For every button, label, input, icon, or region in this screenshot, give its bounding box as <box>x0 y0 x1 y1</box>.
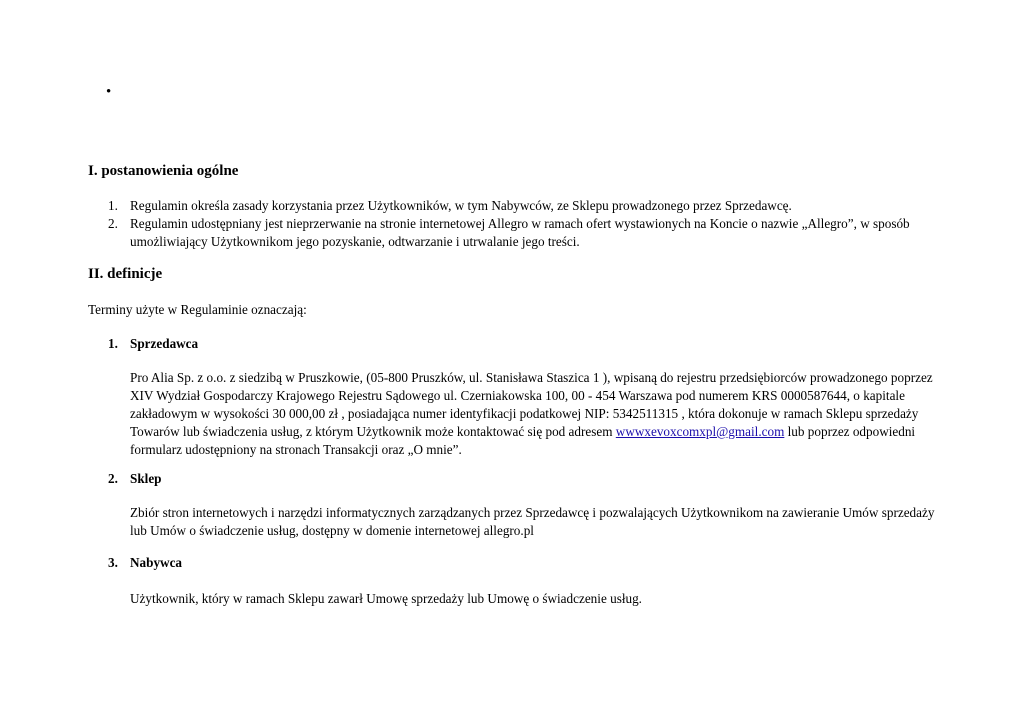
list-item-text: Regulamin udostępniany jest nieprzerwanie na stronie internetowej Allegro w ramach ofert wystawionych na Koncie o nazwie „Allegro”, w sposób umożliwiający Użytkownikom jego pozyskanie, odtwarzanie i utrwalanie jego treści. <box>130 216 910 249</box>
list-item-number: 1. <box>108 198 118 213</box>
general-provisions-list <box>108 197 968 251</box>
definition-number: 1. <box>108 336 118 351</box>
definition-text-nabywca: Użytkownik, który w ramach Sklepu zawarł Umowę sprzedaży lub Umowę o świadczenie usług. <box>130 591 642 606</box>
definition-text: Pro Alia Sp. z o.o. z siedzibą w Pruszkowie, (05-800 Pruszków, ul. Stanisława Staszica 1 ), wpisaną do rejestru przedsiębiorców prowadzonego poprzez XIV Wydział Gospodarczy Krajowego Rejestru Sądowego ul. Czerniakowska 100, 00 - 454 Warszawa pod numerem KRS 0000587644, o kapitale zakładowym w wysokości 30 000,00 zł , posiadająca numer identyfikacji podatkowej NIP: 5342511315 , która dokonuje w ramach Sklepu sprzedaży Towarów lub świadczenia usług, z którym Użytkownik może kontaktować się pod adresem <box>130 370 933 439</box>
definition-term: Sprzedawca <box>130 336 199 351</box>
definition-text-sprzedawca <box>130 369 950 459</box>
definition-heading-nabywca <box>108 555 182 571</box>
list-item <box>108 215 968 251</box>
definition-term: Nabywca <box>130 555 183 570</box>
definition-text-sklep: Zbiór stron internetowych i narzędzi informatycznych zarządzanych przez Sprzedawcę i pozwalających Użytkownikom na zawieranie Umów sprzedaży lub Umów o świadczenie usług, dostępny w domenie internetowej allegro.pl <box>130 505 935 538</box>
definition-number: 2. <box>108 471 118 486</box>
definition-number: 3. <box>108 555 118 570</box>
definition-text-continued: lub poprzez odpowiedni formularz udostępniony na stronach Transakcji oraz „O mnie”. <box>130 424 916 457</box>
list-item-number: 2. <box>108 216 118 231</box>
bullet-point: • <box>106 84 112 100</box>
definition-heading-sprzedawca <box>108 336 198 352</box>
list-item-text: Regulamin określa zasady korzystania przez Użytkowników, w tym Nabywców, ze Sklepu prowadzonego przez Sprzedawcę. <box>130 198 792 213</box>
email-link[interactable]: wwwxevoxcomxpl@gmail.com <box>615 424 785 439</box>
definitions-intro: Terminy użyte w Regulaminie oznaczają: <box>88 302 307 317</box>
definition-heading-sklep <box>108 471 162 487</box>
section-heading-general: I. postanowienia ogólne <box>88 163 239 179</box>
definition-term: Sklep <box>130 471 162 486</box>
section-heading-definitions: II. definicje <box>88 266 163 282</box>
list-item <box>108 197 968 215</box>
